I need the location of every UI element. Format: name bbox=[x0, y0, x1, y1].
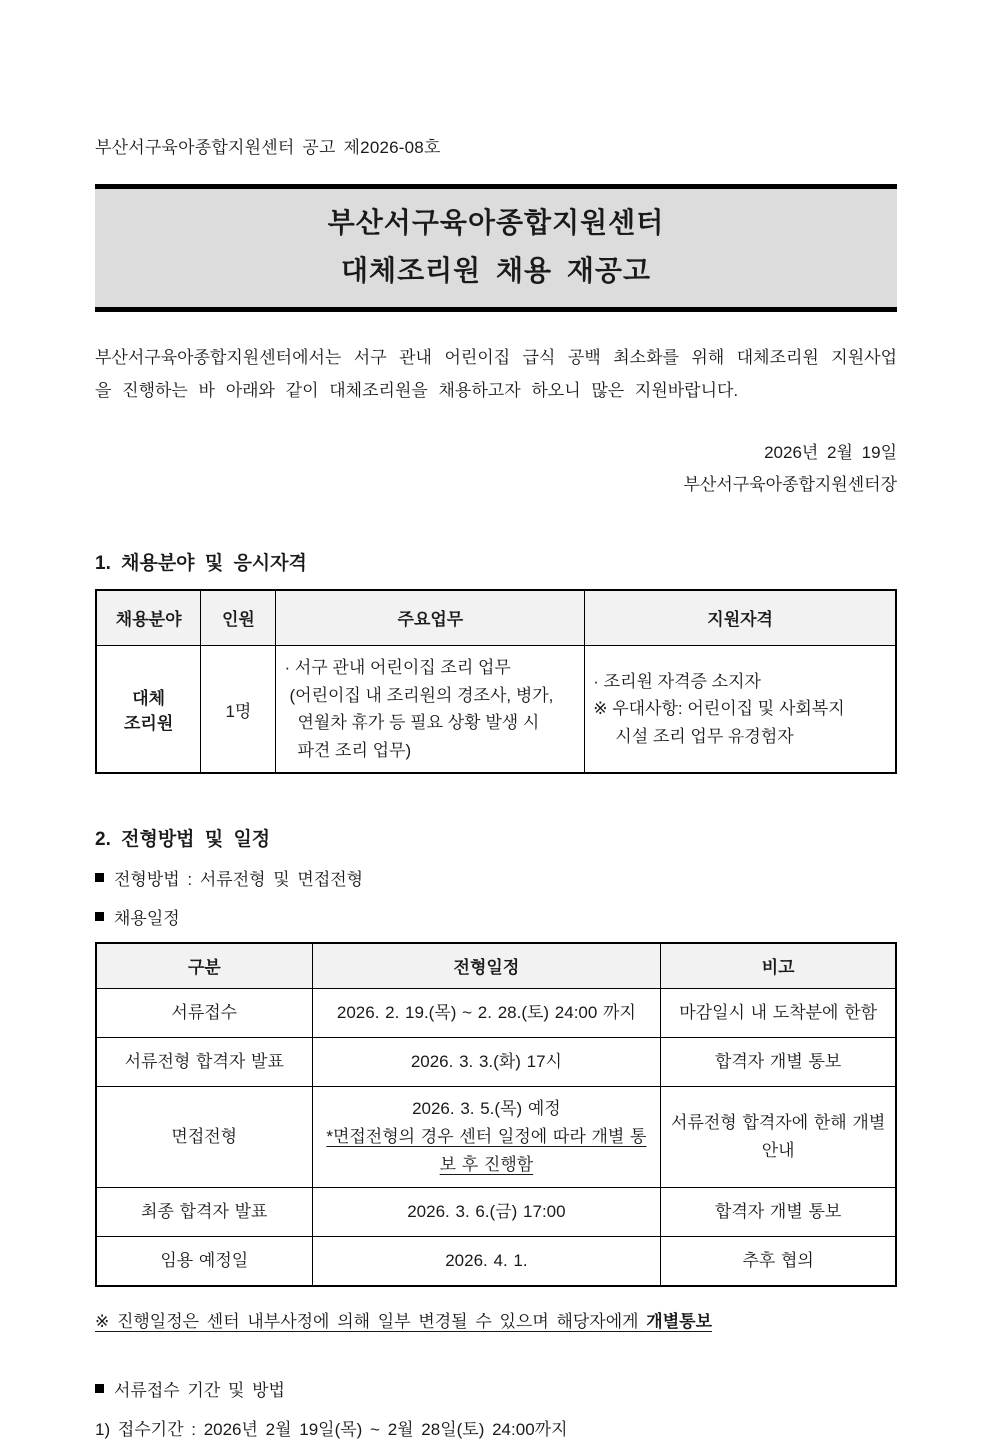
schedule-table-header-row bbox=[96, 943, 896, 988]
cell-note: 마감일시 내 도착분에 한함 bbox=[661, 988, 896, 1037]
field-line-1: 대체 bbox=[132, 689, 166, 709]
sign-block bbox=[95, 437, 897, 502]
footnote-bold-text: 개별통보 bbox=[646, 1311, 712, 1331]
schedule-row-final-result bbox=[96, 1187, 896, 1236]
cell-schedule: 2026. 3. 3.(화) 17시 bbox=[312, 1037, 661, 1086]
cell-note: 합격자 개별 통보 bbox=[661, 1187, 896, 1236]
section2-heading: 2. 전형방법 및 일정 bbox=[95, 829, 271, 851]
cell-schedule: 2026. 2. 19.(목) ~ 2. 28.(토) 24:00 까지 bbox=[312, 988, 661, 1037]
cell-note: 합격자 개별 통보 bbox=[661, 1037, 896, 1086]
interview-schedule-note: *면접전형의 경우 센터 일정에 따라 개별 통보 후 진행함 bbox=[326, 1126, 647, 1174]
recruitment-table-header-row bbox=[96, 590, 896, 646]
bullet-selection-method-label: 전형방법 : 서류전형 및 면접전형 bbox=[114, 870, 364, 890]
square-bullet-icon bbox=[95, 1384, 104, 1393]
bullet-schedule-label: 채용일정 bbox=[114, 909, 180, 929]
cell-note: 서류전형 합격자에 한해 개별 안내 bbox=[661, 1086, 896, 1187]
cell-note: 추후 협의 bbox=[661, 1236, 896, 1286]
doc-number: 부산서구육아종합지원센터 공고 제2026-08호 bbox=[95, 138, 441, 157]
cell-category: 서류전형 합격자 발표 bbox=[96, 1037, 312, 1086]
cell-category: 서류접수 bbox=[96, 988, 312, 1037]
schedule-row-document-submission bbox=[96, 988, 896, 1037]
interview-schedule-date: 2026. 3. 5.(목) 예정 bbox=[412, 1098, 561, 1118]
header-schedule: 전형일정 bbox=[312, 943, 661, 988]
section1-heading: 1. 채용분야 및 응시자격 bbox=[95, 552, 307, 574]
recruitment-table bbox=[95, 589, 897, 775]
qualifications-line-1: · 조리원 자격증 소지자 bbox=[593, 671, 761, 691]
header-note: 비고 bbox=[661, 943, 896, 988]
title-box bbox=[95, 184, 897, 312]
submission-period-item: 1) 접수기간 : 2026년 2월 19일(목) ~ 2월 28일(토) 24:00까지 bbox=[95, 1419, 568, 1439]
header-category: 구분 bbox=[96, 943, 312, 988]
header-qualifications: 지원자격 bbox=[585, 590, 896, 646]
bullet-submission-period-label: 서류접수 기간 및 방법 bbox=[114, 1380, 285, 1400]
cell-duties bbox=[276, 646, 585, 774]
schedule-row-appointment bbox=[96, 1236, 896, 1286]
document-title-line-1: 부산서구육아종합지원센터 bbox=[327, 207, 665, 238]
header-field: 채용분야 bbox=[96, 590, 201, 646]
intro-paragraph: 부산서구육아종합지원센터에서는 서구 관내 어린이집 급식 공백 최소화를 위해 대체조리원 지원사업을 진행하는 바 아래와 같이 대체조리원을 채용하고자 하오니 많은 지원바랍니다. bbox=[95, 348, 897, 400]
schedule-row-document-result bbox=[96, 1037, 896, 1086]
duties-line-4: 파견 조리 업무) bbox=[297, 740, 412, 760]
signature: 부산서구육아종합지원센터장 bbox=[683, 475, 897, 495]
bullet-submission-period bbox=[95, 1376, 897, 1401]
duties-line-3: 연월차 휴가 등 필요 상황 발생 시 bbox=[297, 713, 540, 733]
field-line-2: 조리원 bbox=[124, 714, 174, 734]
cell-schedule bbox=[312, 1086, 661, 1187]
cell-qualifications bbox=[585, 646, 896, 774]
cell-count: 1명 bbox=[201, 646, 276, 774]
footnote-text: ※ 진행일정은 센터 내부사정에 의해 일부 변경될 수 있으며 해당자에게 bbox=[95, 1311, 647, 1331]
header-count: 인원 bbox=[201, 590, 276, 646]
cell-category: 면접전형 bbox=[96, 1086, 312, 1187]
document-title-line-2: 대체조리원 채용 재공고 bbox=[340, 255, 652, 287]
cell-category: 최종 합격자 발표 bbox=[96, 1187, 312, 1236]
duties-line-2: (어린이집 내 조리원의 경조사, 병가, bbox=[289, 685, 554, 705]
schedule-row-interview bbox=[96, 1086, 896, 1187]
recruitment-table-row bbox=[96, 646, 896, 774]
schedule-footnote bbox=[95, 1307, 897, 1332]
bullet-schedule bbox=[95, 904, 897, 929]
qualifications-line-2: ※ 우대사항: 어린이집 및 사회복지 bbox=[593, 699, 845, 719]
square-bullet-icon bbox=[95, 912, 104, 921]
cell-field bbox=[96, 646, 201, 774]
qualifications-line-3: 시설 조리 업무 유경험자 bbox=[615, 726, 794, 746]
duties-line-1: · 서구 관내 어린이집 조리 업무 bbox=[284, 658, 511, 677]
announcement-date: 2026년 2월 19일 bbox=[764, 442, 897, 462]
square-bullet-icon bbox=[95, 873, 104, 882]
schedule-table bbox=[95, 942, 897, 1287]
cell-schedule: 2026. 3. 6.(금) 17:00 bbox=[312, 1187, 661, 1236]
bullet-selection-method bbox=[95, 865, 897, 890]
cell-schedule: 2026. 4. 1. bbox=[312, 1236, 661, 1286]
header-duties: 주요업무 bbox=[276, 590, 585, 646]
cell-category: 임용 예정일 bbox=[96, 1236, 312, 1286]
